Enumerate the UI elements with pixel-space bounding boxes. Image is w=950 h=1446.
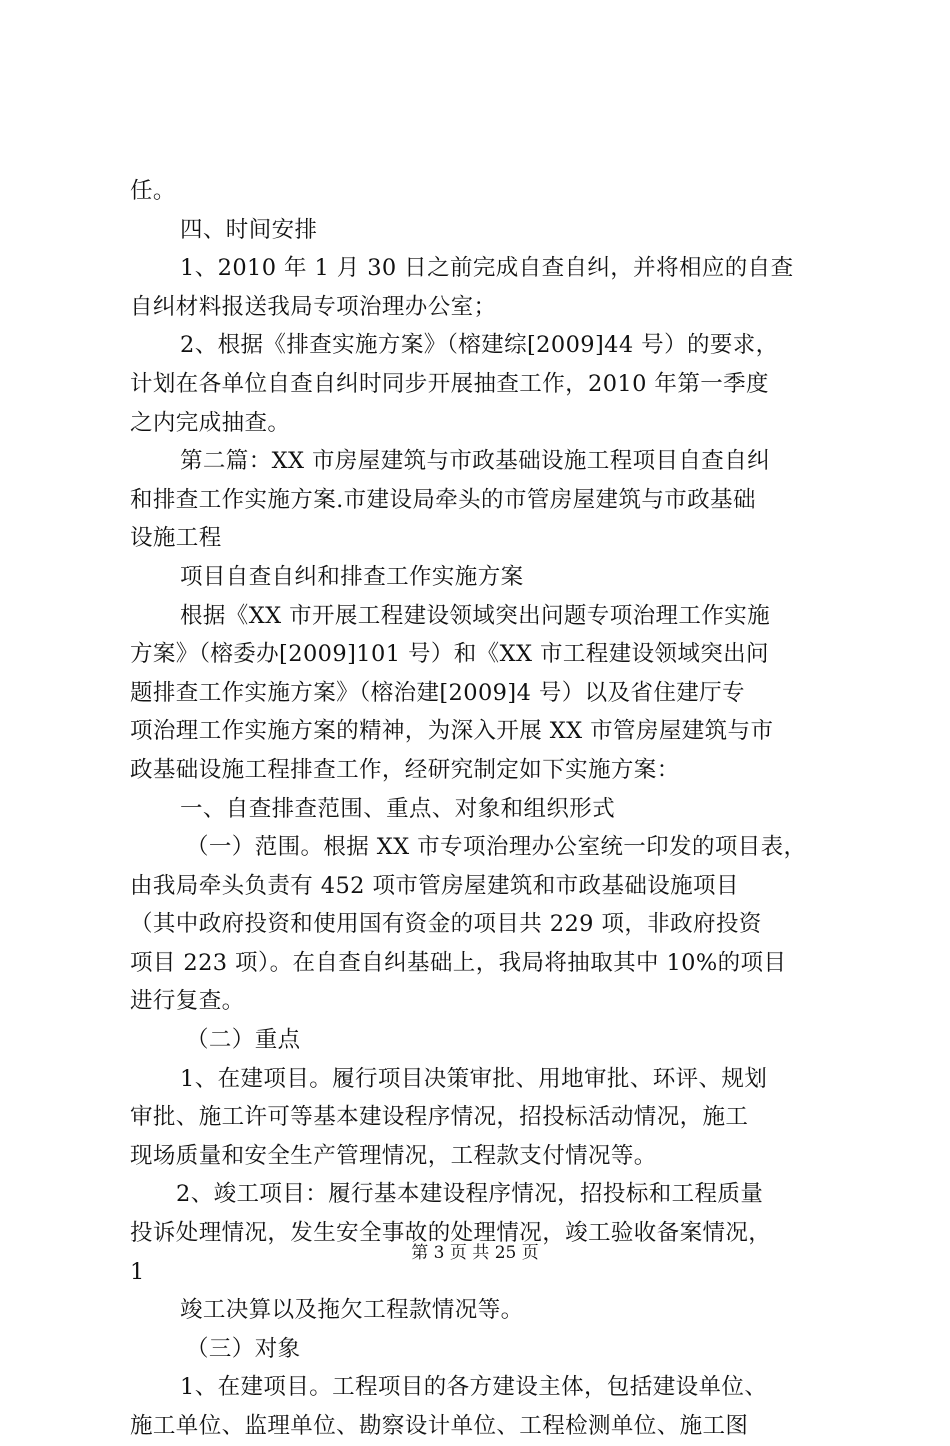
text-line: 项目 223 项）。在自查自纠基础上，我局将抽取其中 10%的项目 (130, 949, 787, 976)
text-line: 1、在建项目。工程项目的各方建设主体，包括建设单位、 (180, 1374, 768, 1401)
chapter-title: 设施工程 (130, 525, 222, 552)
text-line: 根据《XX 市开展工程建设领域突出问题专项治理工作实施 (180, 602, 770, 629)
text-line: （一）范围。根据 XX 市专项治理办公室统一印发的项目表， (186, 834, 807, 861)
subsection-heading: （二）重点 (186, 1027, 301, 1054)
text-line: 1、2010 年 1 月 30 日之前完成自查自纠，并将相应的自查 (180, 255, 794, 282)
text-line: 方案》（榕委办[2009]101 号）和《XX 市工程建设领域突出问 (130, 641, 769, 668)
text-line: 政基础设施工程排查工作，经研究制定如下实施方案： (130, 756, 680, 783)
text-line: 自纠材料报送我局专项治理办公室； (130, 293, 497, 320)
text-line: 现场质量和安全生产管理情况，工程款支付情况等。 (130, 1142, 657, 1169)
text-line: 2、竣工项目：履行基本建设程序情况，招投标和工程质量 (176, 1181, 764, 1208)
text-line: 竣工决算以及拖欠工程款情况等。 (180, 1297, 524, 1324)
page-footer: 第 3 页 共 25 页 (411, 1243, 539, 1263)
subtitle: 项目自查自纠和排查工作实施方案 (180, 563, 524, 590)
text-line: 施工单位、监理单位、勘察设计单位、工程检测单位、施工图 (130, 1413, 749, 1439)
text-line: 由我局牵头负责有 452 项市管房屋建筑和市政基础设施项目 (130, 872, 739, 899)
text-line: 之内完成抽查。 (130, 409, 291, 436)
text-line: 进行复查。 (130, 988, 245, 1015)
subsection-heading: （三）对象 (186, 1335, 301, 1362)
text-line: 项治理工作实施方案的精神，为深入开展 XX 市管房屋建筑与市 (130, 718, 774, 745)
text-line: （其中政府投资和使用国有资金的项目共 229 项，非政府投资 (130, 911, 762, 938)
chapter-title: 和排查工作实施方案.市建设局牵头的市管房屋建筑与市政基础 (130, 486, 756, 513)
chapter-title: 第二篇：XX 市房屋建筑与市政基础设施工程项目自查自纠 (180, 448, 770, 475)
text-line: 计划在各单位自查自纠时同步开展抽查工作，2010 年第一季度 (130, 370, 769, 397)
text-line: 任。 (130, 178, 176, 204)
inline-page-number: 1 (130, 1258, 145, 1285)
section-heading: 一、自查排查范围、重点、对象和组织形式 (180, 795, 616, 822)
section-heading: 四、时间安排 (180, 216, 318, 243)
text-line: 1、在建项目。履行项目决策审批、用地审批、环评、规划 (180, 1065, 768, 1092)
text-line: 2、根据《排查实施方案》（榕建综[2009]44 号）的要求， (180, 332, 779, 359)
text-line: 题排查工作实施方案》（榕治建[2009]4 号）以及省住建厅专 (130, 679, 745, 706)
text-line: 投诉处理情况，发生安全事故的处理情况，竣工验收备案情况， (130, 1220, 772, 1247)
text-line: 审批、施工许可等基本建设程序情况，招投标活动情况，施工 (130, 1104, 749, 1131)
